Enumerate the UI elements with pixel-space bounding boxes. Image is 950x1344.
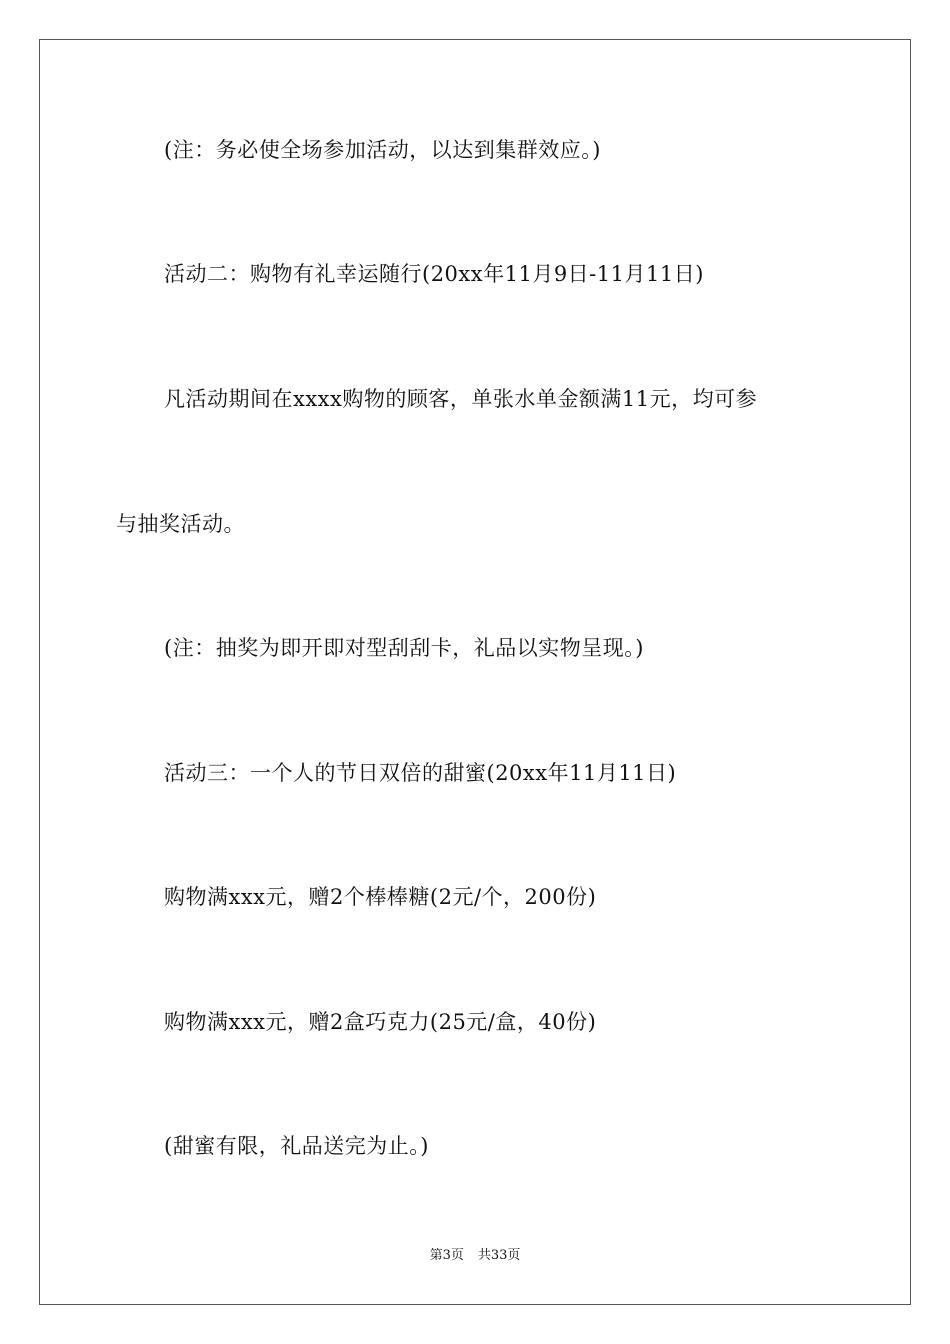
activity-three-heading: 活动三：一个人的节日双倍的甜蜜(20xx年11月11日)	[164, 761, 677, 785]
total-pages: 共33页	[477, 1248, 521, 1263]
page-border	[39, 39, 911, 1305]
gift-lollipop-line: 购物满xxx元，赠2个棒棒糖(2元/个，200份)	[164, 885, 597, 909]
note-scratch-card: (注：抽奖为即开即对型刮刮卡，礼品以实物呈现。)	[164, 636, 644, 660]
note-gifts-limited: (甜蜜有限，礼品送完为止。)	[164, 1134, 429, 1158]
activity-two-description-line1: 凡活动期间在xxxx购物的顾客，单张水单金额满11元，均可参	[164, 387, 758, 411]
page-number: 第3页	[429, 1248, 464, 1263]
gift-chocolate-line: 购物满xxx元，赠2盒巧克力(25元/盒，40份)	[164, 1010, 597, 1034]
activity-two-heading: 活动二：购物有礼幸运随行(20xx年11月9日-11月11日)	[164, 262, 704, 286]
page-footer	[0, 1247, 950, 1265]
note-full-participation: (注：务必使全场参加活动，以达到集群效应。)	[164, 138, 601, 162]
activity-two-description-line2: 与抽奖活动。	[116, 512, 245, 536]
